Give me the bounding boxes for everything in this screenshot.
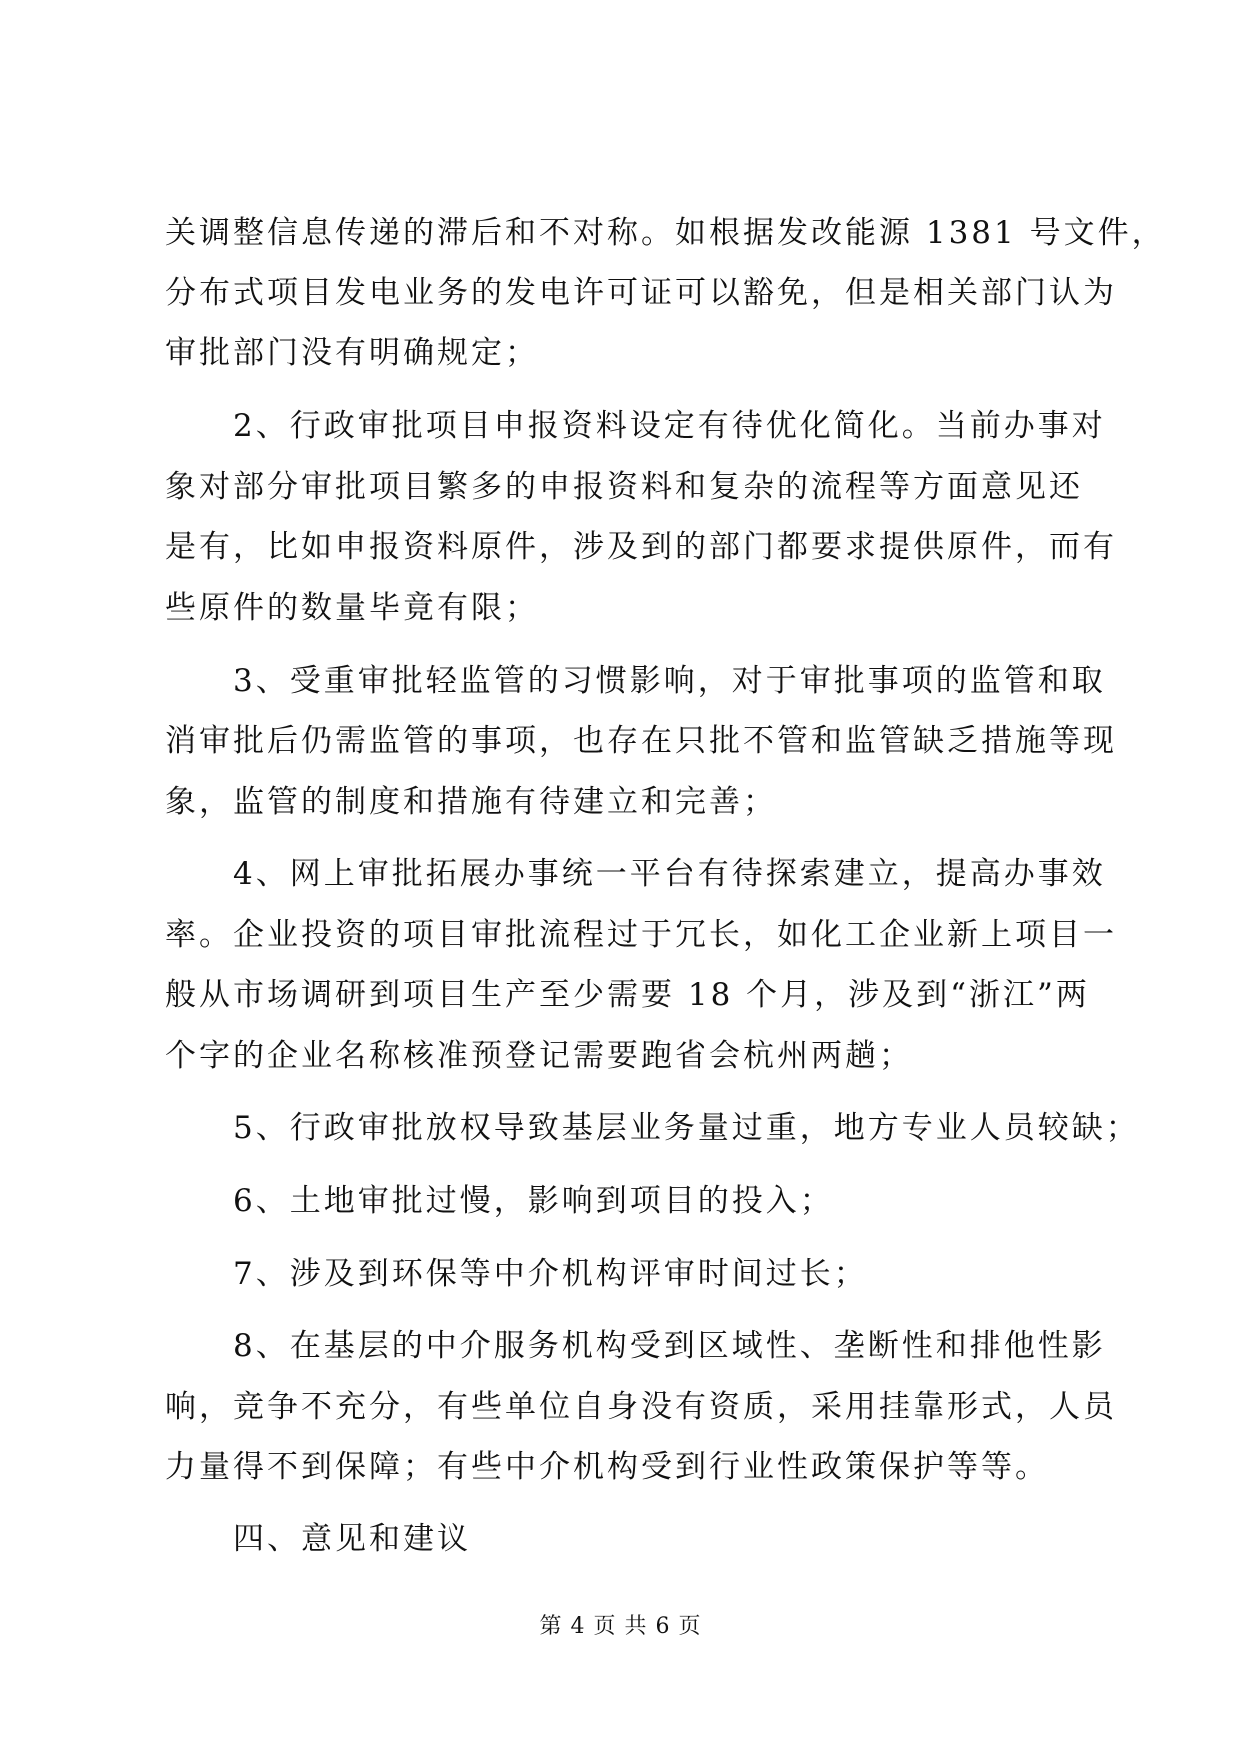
text-line: 是有，比如申报资料原件，涉及到的部门都要求提供原件，而有 bbox=[165, 529, 1117, 565]
text-line: 象对部分审批项目繁多的申报资料和复杂的流程等方面意见还 bbox=[165, 469, 1083, 505]
section-heading: 四、意见和建议 bbox=[165, 1521, 471, 1557]
text-line: 分布式项目发电业务的发电许可证可以豁免，但是相关部门认为 bbox=[165, 275, 1117, 311]
text-line: 审批部门没有明确规定； bbox=[165, 335, 539, 371]
text-line: 般从市场调研到项目生产至少需要 18 个月，涉及到“浙江”两 bbox=[165, 977, 1090, 1013]
text-line: 关调整信息传递的滞后和不对称。如根据发改能源 1381 号文件， bbox=[165, 215, 1166, 251]
text-line: 2、行政审批项目申报资料设定有待优化简化。当前办事对 bbox=[165, 408, 1106, 444]
text-line: 6、土地审批过慢，影响到项目的投入； bbox=[165, 1183, 834, 1219]
text-line: 力量得不到保障；有些中介机构受到行业性政策保护等等。 bbox=[165, 1449, 1049, 1485]
text-line: 率。企业投资的项目审批流程过于冗长，如化工企业新上项目一 bbox=[165, 917, 1117, 953]
text-line: 象，监管的制度和措施有待建立和完善； bbox=[165, 784, 777, 820]
text-line: 消审批后仍需监管的事项，也存在只批不管和监管缺乏措施等现 bbox=[165, 723, 1117, 759]
text-line: 4、网上审批拓展办事统一平台有待探索建立，提高办事效 bbox=[165, 856, 1106, 892]
text-line: 8、在基层的中介服务机构受到区域性、垄断性和排他性影 bbox=[165, 1328, 1106, 1364]
text-line: 些原件的数量毕竟有限； bbox=[165, 590, 539, 626]
text-line: 个字的企业名称核准预登记需要跑省会杭州两趟； bbox=[165, 1038, 913, 1074]
text-line: 响，竞争不充分，有些单位自身没有资质，采用挂靠形式，人员 bbox=[165, 1389, 1117, 1425]
text-line: 3、受重审批轻监管的习惯影响，对于审批事项的监管和取 bbox=[165, 663, 1106, 699]
text-line: 5、行政审批放权导致基层业务量过重，地方专业人员较缺； bbox=[165, 1110, 1140, 1146]
page-number-footer: 第 4 页 共 6 页 bbox=[539, 1614, 702, 1639]
text-line: 7、涉及到环保等中介机构评审时间过长； bbox=[165, 1256, 868, 1292]
